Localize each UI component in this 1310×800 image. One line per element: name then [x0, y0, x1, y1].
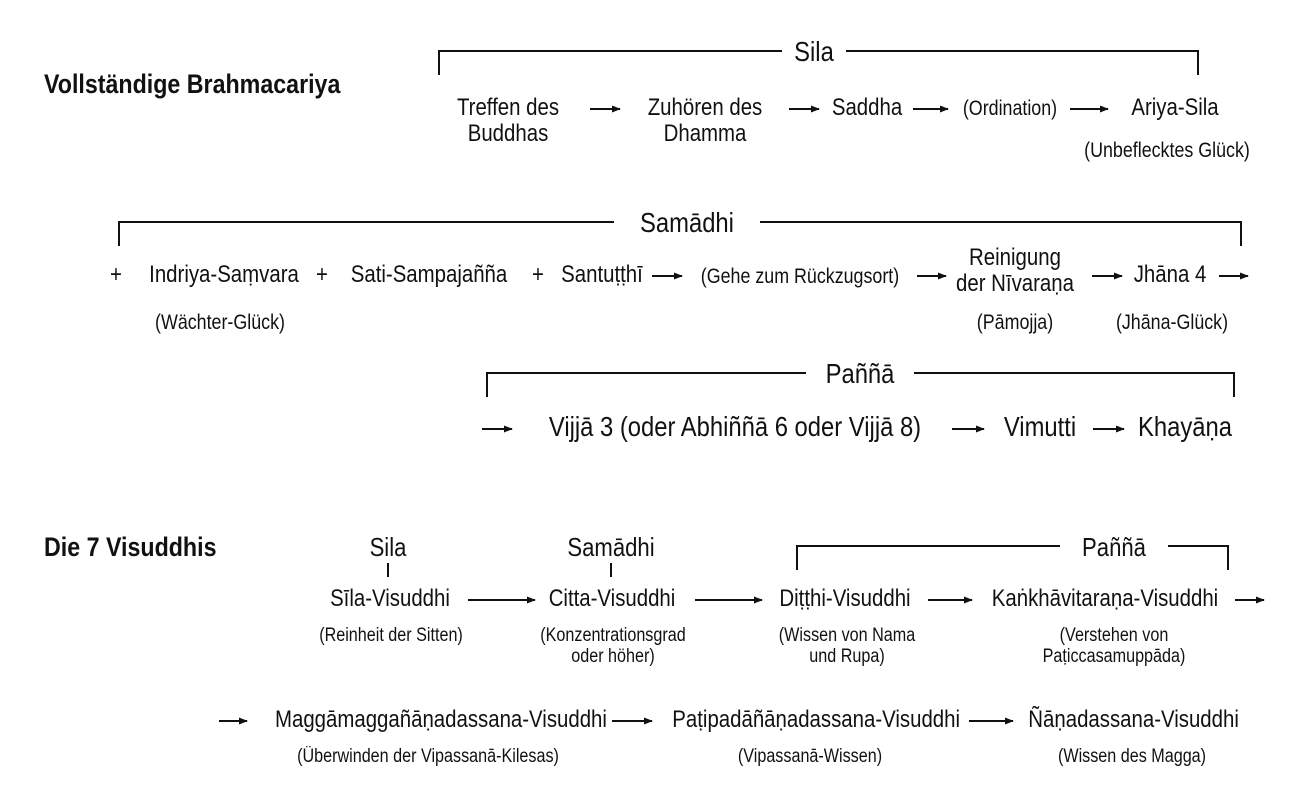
section-label-sila: Sila [794, 36, 834, 67]
section-label-samadhi: Samādhi [640, 207, 734, 238]
note-pamojja: (Pāmojja) [976, 311, 1054, 334]
heading-brahmacariya: Vollständige Brahmacariya [44, 69, 341, 99]
node-zuhoeren [641, 95, 769, 148]
node-vijja: Vijjā 3 (oder Abhiññā 6 oder Vijjā 8) [548, 411, 922, 442]
node-zuhoeren-line2: Dhamma [663, 120, 747, 148]
section-label-panna: Paññā [825, 358, 895, 389]
node-indriya: Indriya-Saṃvara [149, 261, 299, 288]
note-unbeflecktes: (Unbeflecktes Glück) [1084, 139, 1250, 162]
node-sati: Sati-Sampajañña [350, 261, 508, 288]
note-sila: (Reinheit der Sitten) [319, 625, 463, 646]
heading-visuddhis: Die 7 Visuddhis [44, 532, 217, 562]
node-gehe: (Gehe zum Rückzugsort) [700, 265, 900, 288]
note-ditthi-line1: (Wissen von Nama [778, 625, 916, 646]
node-ditthi-visuddhi: Diṭṭhi-Visuddhi [779, 585, 911, 612]
note-nana: (Wissen des Magga) [1057, 746, 1207, 767]
note-magga: (Überwinden der Vipassanā-Kilesas) [297, 746, 559, 767]
note-kankha-line1: (Verstehen von [1059, 625, 1169, 646]
note-ditthi-line2: und Rupa) [809, 645, 885, 667]
node-saddha: Saddha [831, 94, 903, 121]
visuddhi-header-panna: Paññā [1082, 532, 1146, 562]
node-ordination: (Ordination) [962, 97, 1058, 120]
plus-sign: + [316, 261, 328, 288]
node-reinigung-line2: der Nīvaraṇa [956, 270, 1074, 298]
note-jhana-glueck: (Jhāna-Glück) [1115, 311, 1229, 334]
node-patipada-visuddhi: Paṭipadāñāṇadassana-Visuddhi [672, 706, 961, 733]
node-sila-visuddhi: Sīla-Visuddhi [330, 585, 450, 612]
node-treffen-line1: Treffen des [456, 94, 560, 121]
node-kankha-visuddhi: Kaṅkhāvitaraṇa-Visuddhi [991, 585, 1219, 612]
node-ariya-sila: Ariya-Sila [1131, 94, 1219, 121]
node-citta-visuddhi: Citta-Visuddhi [548, 585, 676, 612]
node-santutthi: Santuṭṭhī [561, 261, 643, 288]
node-treffen [449, 95, 568, 148]
node-zuhoeren-line1: Zuhören des [647, 94, 763, 121]
note-citta-line1: (Konzentrationsgrad [540, 625, 686, 646]
node-vimutti: Vimutti [1003, 411, 1077, 442]
plus-sign: + [110, 261, 122, 288]
node-reinigung [947, 245, 1083, 298]
visuddhi-header-samadhi: Samādhi [567, 532, 655, 562]
node-magga-visuddhi: Maggāmaggañāṇadassana-Visuddhi [275, 706, 607, 733]
node-reinigung-line1: Reinigung [969, 244, 1061, 271]
note-kankha [1021, 626, 1206, 668]
note-citta-line2: oder höher) [571, 645, 655, 667]
node-khayana: Khayāṇa [1138, 411, 1232, 442]
note-waechter: (Wächter-Glück) [155, 311, 285, 334]
note-patipada: (Vipassanā-Wissen) [737, 746, 883, 767]
note-citta [521, 626, 705, 668]
node-nana-visuddhi: Ñāṇadassana-Visuddhi [1028, 706, 1239, 733]
node-treffen-line2: Buddhas [467, 120, 549, 148]
visuddhi-header-sila: Sila [369, 532, 407, 562]
note-ditthi [762, 626, 932, 668]
note-kankha-line2: Paṭiccasamuppāda) [1042, 645, 1186, 667]
plus-sign: + [532, 261, 544, 288]
node-jhana4: Jhāna 4 [1133, 261, 1207, 288]
